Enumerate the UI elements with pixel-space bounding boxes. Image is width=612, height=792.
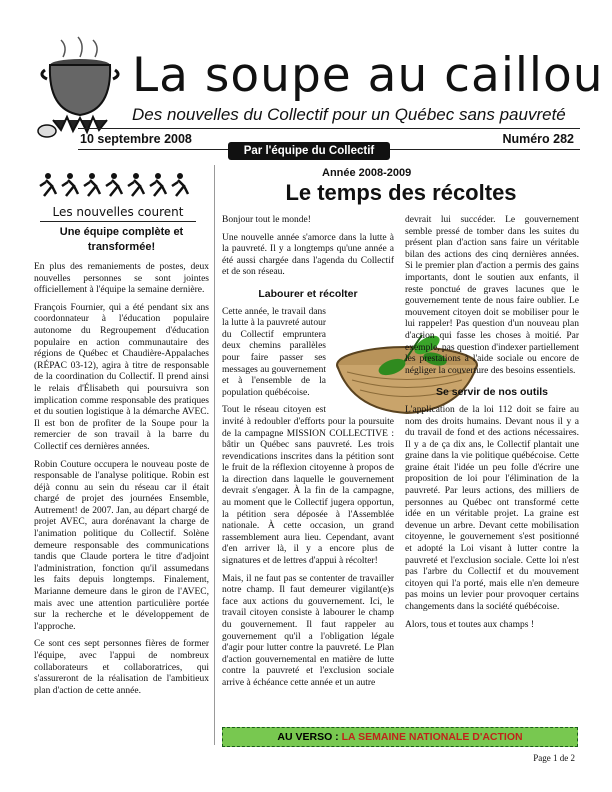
left-column-text	[34, 262, 209, 703]
page-number: Page 1 de 2	[533, 753, 575, 763]
paragraph: L'application de la loi 112 doit se faire au nom des droits humains. Devant nous il y a du travail de fond et des actions nécessaires. Il y a de ça dix ans, le Collectif plantait une graine dans la vie politique québécoise. Cette graine était l'idée un peu folle d'écrire une proposition de loi pour l'élimination de la pauvreté. Par leurs actions, des milliers de personnes au Québec ont transformé cette idée en un véritable projet. La graine est devenue un arbre. Devant cette mobilisation citoyenne, le gouvernement s'est positionné et adopté la Loi visant à lutter contre la pauvreté et l'exclusion sociale. Cette loi n'est pas l'arbre du Collectif et du mouvement citoyen qui l'a porté, mais elle n'en demeure pas moins un levier pour provoquer certains changements dans la société québécoise.	[405, 404, 579, 612]
paragraph: devrait lui succéder. Le gouvernement semble pressé de tomber dans les suites du présent plan d'action sans faire un véritable bilan des actions des cinq dernières années. Si le premier plan d'action a permis des gains importants, dont le soutien aux enfants, il reste ponctué de graves lacunes que le gouvernement tente de nous faire oublier. Le mouvement citoyen doit se mobiliser pour le lui rappeler! Pas question d'un nouveau plan d'action qui fasse les choses à moitié. Par exemple, pas question d'indexer partiellement les prestations à l'aide sociale ou encore de négliger la couverture des besoins essentiels.	[405, 215, 579, 376]
verso-banner	[222, 727, 578, 747]
paragraph: Mais, il ne faut pas se contenter de travailler notre champ. Il faut demeurer vigilant(e)s face aux actions du gouvernement. Ici, le travail citoyen consiste à labourer le champ du gouvernement. Il faut rappeler au gouvernement qu'il a l'obligation légale d'agir pour lutter contre la pauvreté. Le Plan d'action gouvernemental en matière de lutte contre la pauvreté et l'exclusion sociale arrive à échéance cette année et un autre	[222, 573, 394, 688]
paragraph: Une nouvelle année s'amorce dans la lutte à la pauvreté. Il y a longtemps qu'une année a été aussi chargée dans l'agenda du Collectif et de son réseau.	[222, 232, 394, 278]
subheading-labourer: Labourer et récolter	[258, 287, 358, 300]
article-heading-equipe: Une équipe complète et transformée!	[59, 226, 184, 253]
paragraph: Bonjour tout le monde!	[222, 215, 311, 225]
soup-pot-illustration	[33, 35, 128, 140]
main-column-2	[222, 215, 394, 696]
issue-number: Numéro 282	[502, 132, 574, 146]
masthead-rule	[78, 128, 580, 129]
date-rule	[78, 149, 228, 150]
headline: Le temps des récoltes	[285, 180, 517, 205]
paragraph: Ce sont ces sept personnes fières de former l'équipe, avec l'appui de nombreux collaborateurs et collaboratrices, qui s'assureront de la réalisation de l'ambitieux plan d'action de cette année.	[34, 639, 209, 696]
main-column-3	[405, 215, 579, 637]
section-underline	[40, 221, 196, 222]
paragraph: François Fournier, qui a été pendant six ans coordonnateur à l'éducation populaire autonome du Regroupement d'éducation populaire en action communautaire des régions de Québec et Chaudière-Appalaches (RÉPAC 03-12), agira à titre de responsable de la coordination du Collectif. Il prend ainsi le relais d'Élisabeth qui poursuivra son implication comme responsable des pratiques et du soutien logistique à la démarche AVEC. Il est bon de profiter de la Soupe pour la remercier de son travail à la barre du Collectif ces dernières années.	[34, 302, 209, 452]
running-people-icon	[38, 172, 198, 198]
column-divider	[214, 165, 215, 745]
byline-box: Par l'équipe du Collectif	[228, 142, 390, 160]
subheading-outils: Se servir de nos outils	[435, 386, 549, 399]
section-title-nouvelles: Les nouvelles courent	[52, 205, 184, 219]
masthead-subtitle: Des nouvelles du Collectif pour un Québec sans pauvreté	[132, 105, 566, 124]
date-rule-right	[390, 149, 580, 150]
paragraph: Tout le réseau citoyen est invité à redoubler d'efforts pour la poursuite de la campagne MISSION COLLECTIVE : bâtir un Québec sans pauvreté. Les trois revendications inscrites dans la pétition sont le fruit de la réflexion citoyenne à propos de la direction dans laquelle le gouvernement devrait s'engager. À la fin de la campagne, au moment que le Collectif jugera opportun, la pétition sera déposée à l'Assemblée nationale. À cette occasion, un grand rassemblement aura lieu. Cependant, avant d'en arriver là, il y a encore plus de signatures et de lettres d'appui à récolter!	[222, 405, 394, 567]
kicker: Année 2008-2009	[322, 167, 412, 179]
paragraph: Cette année, le travail dans la lutte à la pauvreté autour du Collectif empruntera deux chemins parallèles pour faire passer ses messages au gouvernement et à l'ensemble de la population québécoise.	[222, 306, 326, 398]
paragraph: Robin Couture occupera le nouveau poste de responsable de l'analyse politique. Robin est déjà connu au sein du réseau car il était chargé de projet des journées Ensemble, Autrement! de 2007. Jan, au départ chargé de projet AVEC, aura dorénavant la charge de l'animation politique du Collectif. Solène demeure responsable des communications tandis que Claude portera le titre d'adjoint l'administration, fonction qu'il assumedans les faits depuis longtemps. Finalement, Marianne demeure dans le giron de l'AVEC, mais avec une attention particulière portée sur la recherche et le développement de l'approche.	[34, 459, 209, 632]
verso-label: AU VERSO :	[277, 731, 339, 743]
paragraph: Alors, tous et toutes aux champs !	[405, 619, 535, 630]
issue-date: 10 septembre 2008	[80, 132, 192, 146]
masthead-title: La soupe au caillou	[132, 48, 604, 103]
paragraph: En plus des remaniements de postes, deux nouvelles personnes se sont jointes officiellement à l'équipe la semaine dernière.	[34, 262, 209, 296]
verso-teaser: LA SEMAINE NATIONALE D'ACTION	[341, 731, 523, 743]
